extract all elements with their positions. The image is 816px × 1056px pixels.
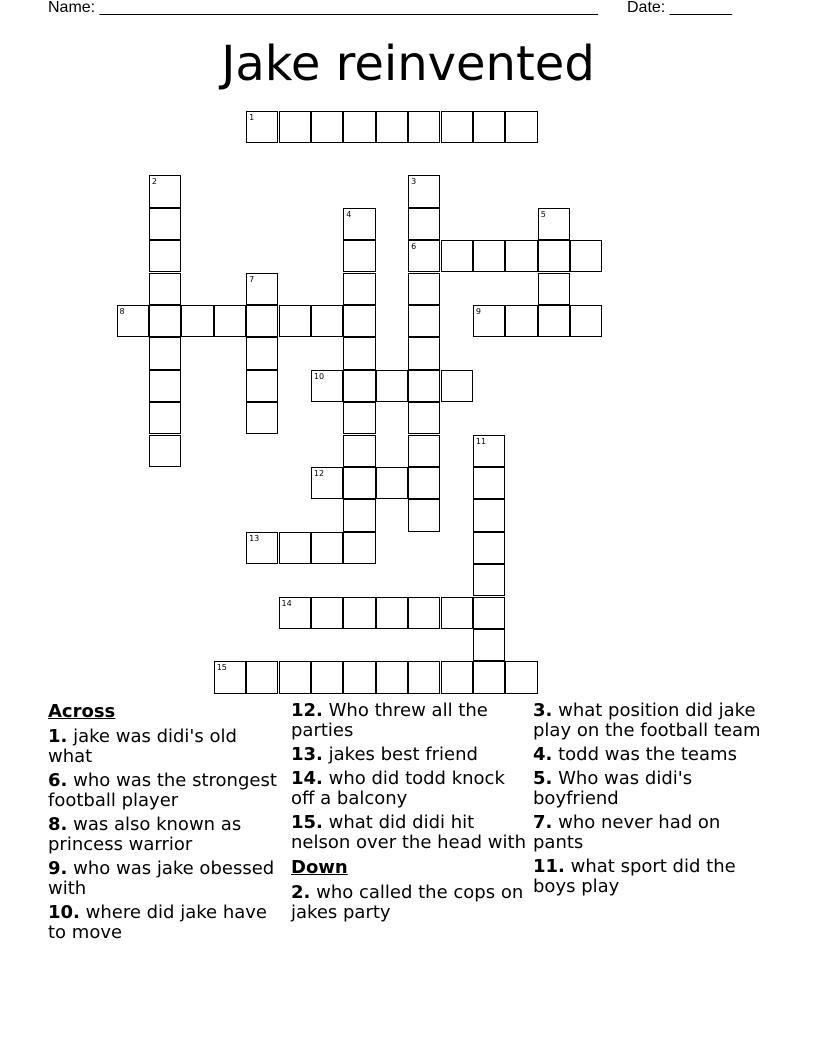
cell-number: 14 [281,598,292,608]
cell-number: 6 [411,242,417,252]
clue-number: 5. [533,768,553,789]
grid-cell[interactable] [473,467,505,499]
clue-text: jakes best friend [328,744,478,765]
grid-cell[interactable] [408,337,440,369]
grid-cell[interactable] [505,661,537,693]
cell-number: 15 [216,663,227,673]
grid-cell[interactable] [570,240,602,272]
grid-cell[interactable] [311,532,343,564]
grid-cell[interactable] [376,467,408,499]
grid-cell[interactable] [343,111,375,143]
grid-cell[interactable] [343,337,375,369]
grid-cell[interactable] [473,305,505,337]
cell-number: 8 [119,306,125,316]
cell-number: 2 [151,177,157,187]
grid-cell[interactable] [473,435,505,467]
clue-down-2 [291,883,527,923]
grid-cell[interactable] [408,597,440,629]
grid-cell[interactable] [408,175,440,207]
clue-text: Who threw all the parties [291,700,488,741]
clue-text: what did didi hit nelson over the head with [291,812,526,853]
clue-number: 12. [291,700,323,721]
grid-cell[interactable] [149,402,181,434]
clue-across-12 [291,701,527,741]
clue-number: 11. [533,856,565,877]
grid-cell[interactable] [408,208,440,240]
clue-down-4 [533,745,769,765]
clue-down-3 [533,701,769,741]
clue-down-7 [533,813,769,853]
clue-text: jake was didi's old what [48,726,237,767]
clue-text: who did todd knock off a balcony [291,768,505,809]
grid-cell[interactable] [343,467,375,499]
grid-cell[interactable] [149,240,181,272]
grid-cell[interactable] [117,305,149,337]
grid-cell[interactable] [441,111,473,143]
grid-cell[interactable] [279,111,311,143]
clue-text: where did jake have to move [48,902,267,943]
clue-across-14 [291,769,527,809]
grid-cell[interactable] [246,111,278,143]
cell-number: 12 [313,468,325,478]
clue-number: 3. [533,700,553,721]
across-heading: Across [48,701,116,722]
date-field[interactable]: Date: _______ [627,0,732,16]
cell-number: 9 [475,306,481,316]
grid-cell[interactable] [538,208,570,240]
grid-cell[interactable] [214,661,246,693]
grid-cell[interactable] [505,111,537,143]
grid-cell[interactable] [343,661,375,693]
grid-cell[interactable] [149,208,181,240]
grid-cell[interactable] [408,661,440,693]
grid-cell[interactable] [408,305,440,337]
grid-cell[interactable] [343,305,375,337]
grid-cell[interactable] [246,305,278,337]
grid-cell[interactable] [570,305,602,337]
clue-number: 7. [533,812,553,833]
grid-cell[interactable] [441,370,473,402]
grid-cell[interactable] [538,273,570,305]
grid-cell[interactable] [343,435,375,467]
clue-across-8 [48,815,284,855]
grid-cell[interactable] [408,467,440,499]
grid-cell[interactable] [279,532,311,564]
clue-number: 15. [291,812,323,833]
grid-cell[interactable] [441,597,473,629]
grid-cell[interactable] [246,661,278,693]
clue-number: 2. [291,882,311,903]
grid-cell[interactable] [149,273,181,305]
grid-cell[interactable] [343,597,375,629]
grid-cell[interactable] [473,629,505,661]
grid-cell[interactable] [311,305,343,337]
grid-cell[interactable] [246,532,278,564]
grid-cell[interactable] [441,661,473,693]
clue-across-6 [48,771,284,811]
clue-text: who was the strongest football player [48,770,277,811]
grid-cell[interactable] [408,273,440,305]
cell-number: 11 [475,436,487,446]
grid-cell[interactable] [279,305,311,337]
grid-cell[interactable] [311,661,343,693]
cell-number: 3 [411,177,417,187]
cell-number: 1 [249,112,255,122]
grid-cell[interactable] [473,111,505,143]
down-heading: Down [291,857,348,878]
grid-cell[interactable] [279,661,311,693]
clue-down-5 [533,769,769,809]
cell-number: 4 [346,209,352,219]
clue-across-15 [291,813,527,853]
grid-cell[interactable] [246,337,278,369]
grid-cell[interactable] [279,597,311,629]
grid-cell[interactable] [408,111,440,143]
grid-cell[interactable] [311,597,343,629]
name-field[interactable]: Name: ________________________________________________________ [48,0,598,16]
grid-cell[interactable] [376,661,408,693]
grid-cell[interactable] [246,370,278,402]
grid-cell[interactable] [538,305,570,337]
grid-cell[interactable] [149,175,181,207]
clue-text: who never had on pants [533,812,721,853]
clue-across-1 [48,727,284,767]
grid-cell[interactable] [311,370,343,402]
clue-number: 6. [48,770,68,791]
clue-number: 1. [48,726,68,747]
grid-cell[interactable] [505,305,537,337]
grid-cell[interactable] [246,402,278,434]
grid-cell[interactable] [408,402,440,434]
grid-cell[interactable] [343,532,375,564]
grid-cell[interactable] [408,435,440,467]
clue-number: 9. [48,858,68,879]
grid-cell[interactable] [149,305,181,337]
grid-cell[interactable] [473,597,505,629]
clue-number: 14. [291,768,323,789]
grid-cell[interactable] [376,370,408,402]
clue-number: 10. [48,902,80,923]
clue-across-13 [291,745,527,765]
clue-text: who called the cops on jakes party [291,882,524,923]
grid-cell[interactable] [408,240,440,272]
grid-cell[interactable] [311,111,343,143]
grid-cell[interactable] [214,305,246,337]
clue-column-2 [291,701,527,927]
grid-cell[interactable] [181,305,213,337]
grid-cell[interactable] [343,402,375,434]
grid-cell[interactable] [473,240,505,272]
grid-cell[interactable] [149,435,181,467]
clue-column-1 [48,701,284,947]
clue-text: what sport did the boys play [533,856,736,897]
grid-cell[interactable] [538,240,570,272]
clue-text: was also known as princess warrior [48,814,242,855]
cell-number: 10 [313,371,325,381]
grid-cell[interactable] [343,273,375,305]
grid-cell[interactable] [473,499,505,531]
cell-number: 5 [540,209,546,219]
grid-cell[interactable] [408,499,440,531]
grid-cell[interactable] [343,240,375,272]
grid-cell[interactable] [505,240,537,272]
grid-cell[interactable] [149,370,181,402]
clue-across-9 [48,859,284,899]
grid-cell[interactable] [376,111,408,143]
grid-cell[interactable] [343,370,375,402]
page-title: Jake reinvented [221,36,595,92]
clue-text: what position did jake play on the football team [533,700,761,741]
grid-cell[interactable] [343,499,375,531]
clue-number: 13. [291,744,323,765]
grid-cell[interactable] [149,337,181,369]
clue-number: 8. [48,814,68,835]
grid-cell[interactable] [473,564,505,596]
cell-number: 13 [249,533,260,543]
grid-cell[interactable] [246,273,278,305]
clue-text: todd was the teams [558,744,737,765]
grid-cell[interactable] [473,532,505,564]
clue-text: who was jake obessed with [48,858,275,899]
clue-text: Who was didi's boyfriend [533,768,693,809]
grid-cell[interactable] [311,467,343,499]
grid-cell[interactable] [441,240,473,272]
cell-number: 7 [249,274,255,284]
grid-cell[interactable] [343,208,375,240]
clue-across-10 [48,903,284,943]
grid-cell[interactable] [408,370,440,402]
grid-cell[interactable] [376,597,408,629]
grid-cell[interactable] [473,661,505,693]
clue-number: 4. [533,744,553,765]
clue-down-11 [533,857,769,897]
clue-column-3 [533,701,769,901]
